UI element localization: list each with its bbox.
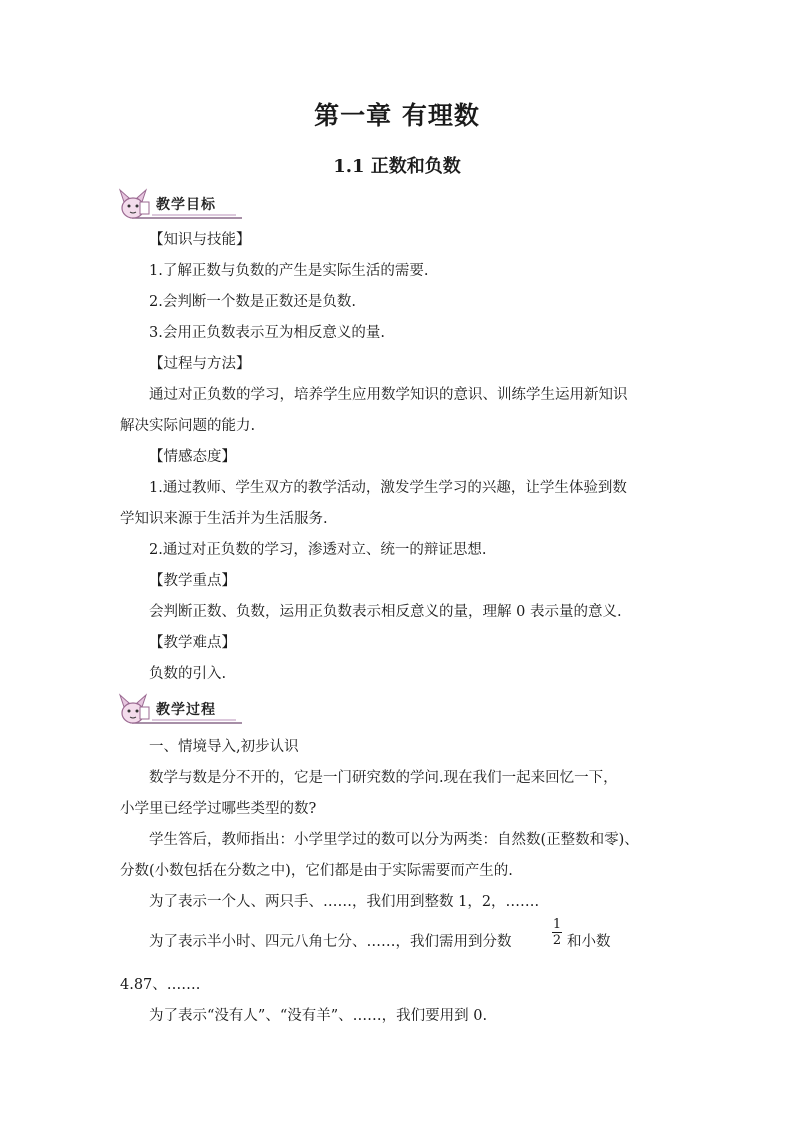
chapter-title: 第一章 有理数	[314, 101, 480, 130]
fraction-denominator: 2	[552, 933, 562, 948]
heading-difficulties: 【教学难点】	[149, 635, 236, 651]
paragraph-line: 分数(小数包括在分数之中)，它们都是由于实际需要而产生的.	[120, 863, 513, 879]
paragraph-line: 数学与数是分不开的，它是一门研究数的学问.现在我们一起来回忆一下，	[149, 770, 618, 786]
subheading-situation: 一、情境导入,初步认识	[149, 739, 299, 755]
paragraph-line: 学知识来源于生活并为生活服务.	[120, 511, 328, 527]
paragraph-line: 解决实际问题的能力.	[120, 418, 256, 434]
paragraph-line: 为了表示半小时、四元八角七分、……，我们需用到分数	[149, 934, 512, 950]
paragraph-line-tail: 和小数	[567, 934, 611, 950]
paragraph-line: 为了表示一个人、两只手、……，我们用到整数 1，2，…….	[149, 894, 540, 910]
banner-teaching-goals	[118, 188, 246, 222]
paragraph-line: 2.通过对正负数的学习，渗透对立、统一的辩证思想.	[149, 542, 487, 558]
heading-key-points: 【教学重点】	[149, 573, 236, 589]
paragraph-line: 4.87、…….	[120, 977, 201, 993]
goal-item: 3.会用正负数表示互为相反意义的量.	[149, 325, 385, 341]
fraction-numerator: 1	[552, 917, 562, 932]
paragraph-line: 学生答后，教师指出：小学里学过的数可以分为两类：自然数(正整数和零)、	[149, 832, 639, 848]
paragraph-line: 为了表示“没有人”、“没有羊”、……，我们要用到 0.	[149, 1008, 488, 1024]
section-title: 1.1 正数和负数	[333, 156, 461, 177]
paragraph-line: 会判断正数、负数，运用正负数表示相反意义的量，理解 0 表示量的意义.	[149, 604, 622, 620]
heading-attitude: 【情感态度】	[149, 449, 236, 465]
heading-knowledge-skills: 【知识与技能】	[149, 232, 251, 248]
goal-item: 2.会判断一个数是正数还是负数.	[149, 294, 356, 310]
paragraph-line: 小学里已经学过哪些类型的数?	[120, 801, 317, 817]
paragraph-line: 负数的引入.	[149, 666, 227, 682]
heading-process-method: 【过程与方法】	[149, 356, 251, 372]
banner-teaching-process	[118, 693, 246, 727]
banner-label: 教学过程	[156, 702, 216, 718]
fraction-one-half	[551, 917, 563, 948]
goal-item: 1.了解正数与负数的产生是实际生活的需要.	[149, 263, 429, 279]
paragraph-line: 通过对正负数的学习，培养学生应用数学知识的意识、训练学生运用新知识	[149, 387, 628, 403]
paragraph-line: 1.通过教师、学生双方的教学活动，激发学生学习的兴趣，让学生体验到数	[149, 480, 627, 496]
banner-label: 教学目标	[156, 197, 216, 213]
